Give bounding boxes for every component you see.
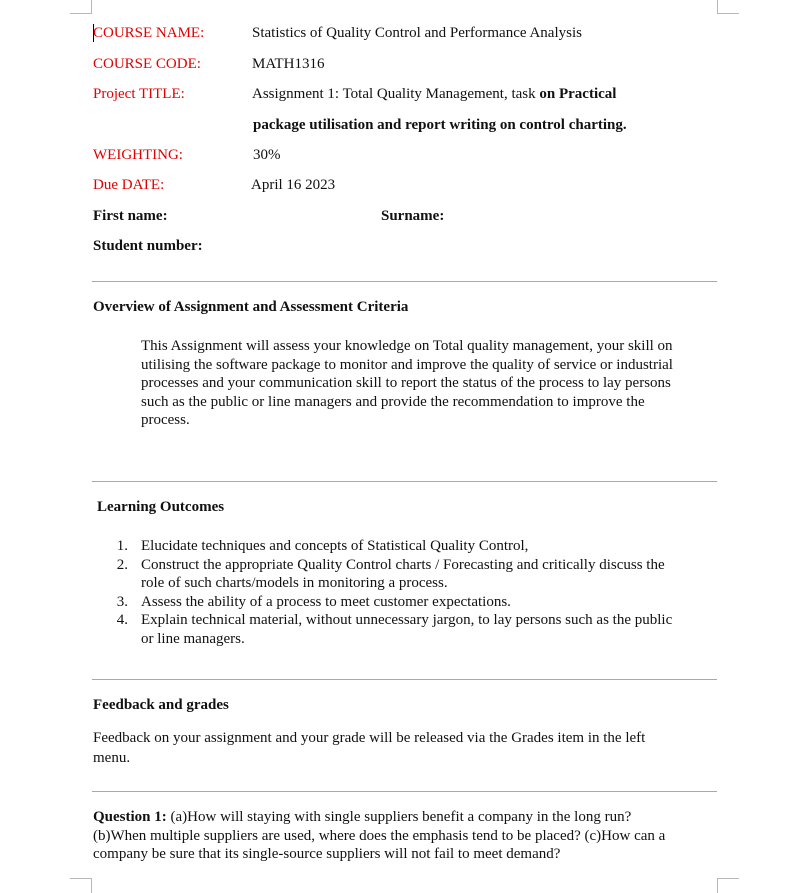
- feedback-line: menu.: [93, 750, 131, 766]
- crop-mark-top-left-v: [91, 0, 92, 14]
- course-name-value: Statistics of Quality Control and Performance Analysis: [252, 25, 582, 41]
- student-number-label: Student number:: [93, 238, 203, 254]
- divider-1: [92, 281, 717, 282]
- weighting-label: WEIGHTING:: [93, 147, 183, 163]
- divider-4: [92, 791, 717, 792]
- course-code-label: COURSE CODE:: [93, 56, 201, 72]
- project-title-prefix: Assignment 1: Total Quality Management, task: [252, 86, 540, 102]
- list-item-number: 4.: [116, 612, 128, 628]
- crop-mark-top-right-v: [717, 0, 718, 14]
- course-name-label: COURSE NAME:: [93, 25, 205, 41]
- crop-mark-top-left-h: [70, 13, 92, 14]
- project-title-line-1: [252, 86, 616, 103]
- overview-line: processes and your communication skill to report the status of the process to lay persons: [141, 375, 671, 391]
- list-item: [108, 611, 672, 648]
- list-item-line: or line managers.: [141, 630, 245, 647]
- divider-3: [92, 679, 717, 680]
- list-item-line: Assess the ability of a process to meet customer expectations.: [141, 593, 511, 610]
- question-1: [93, 808, 665, 864]
- list-item: [108, 556, 672, 593]
- course-code-value: MATH1316: [252, 56, 325, 72]
- weighting-value: 30%: [253, 147, 281, 163]
- overview-line: process.: [141, 412, 190, 428]
- list-item: [108, 593, 672, 612]
- due-date-value: April 16 2023: [251, 177, 336, 193]
- feedback-heading: Feedback and grades: [93, 697, 229, 713]
- feedback-line: Feedback on your assignment and your grade will be released via the Grades item in the left: [93, 730, 646, 746]
- list-item-number: 1.: [116, 538, 128, 554]
- feedback-paragraph: [93, 728, 645, 768]
- list-item-line: Elucidate techniques and concepts of Statistical Quality Control,: [141, 538, 529, 554]
- overview-line: This Assignment will assess your knowledge on Total quality management, your skill on: [141, 338, 673, 354]
- project-title-label: Project TITLE:: [93, 86, 185, 102]
- question-1-line: company be sure that its single-source suppliers will not fail to meet demand?: [93, 846, 561, 862]
- question-1-line: [93, 808, 665, 827]
- list-item-line: role of such charts/models in monitoring a process.: [141, 575, 448, 591]
- question-1-text: (a)How will staying with single suppliers benefit a company in the long run?: [166, 809, 632, 825]
- crop-mark-bottom-left-h: [70, 878, 92, 879]
- learning-outcomes-list: [108, 537, 672, 648]
- due-date-label: Due DATE:: [93, 177, 165, 193]
- list-item: [108, 537, 672, 556]
- project-title-bold-1: on Practical: [539, 86, 617, 102]
- divider-2: [92, 481, 717, 482]
- question-1-label: Question 1:: [93, 809, 167, 825]
- overview-paragraph: [141, 337, 673, 430]
- overview-heading: Overview of Assignment and Assessment Criteria: [93, 299, 409, 315]
- list-item-number: 2.: [116, 556, 128, 573]
- first-name-label: First name:: [93, 208, 168, 224]
- project-title-line-2: package utilisation and report writing on control charting.: [253, 117, 627, 133]
- overview-line: utilising the software package to monitor and improve the quality of service or industrial: [141, 356, 673, 373]
- crop-mark-top-right-h: [717, 13, 739, 14]
- overview-line: such as the public or line managers and provide the recommendation to improve the: [141, 393, 645, 410]
- list-item-number: 3.: [116, 593, 128, 610]
- surname-label: Surname:: [381, 208, 445, 224]
- list-item-line: Explain technical material, without unnecessary jargon, to lay persons such as the public: [141, 612, 673, 628]
- learning-outcomes-heading: Learning Outcomes: [97, 499, 225, 515]
- list-item-line: Construct the appropriate Quality Control charts / Forecasting and critically discuss the: [141, 556, 665, 573]
- crop-mark-bottom-left-v: [91, 878, 92, 893]
- crop-mark-bottom-right-h: [717, 878, 739, 879]
- question-1-line: (b)When multiple suppliers are used, where does the emphasis tend to be placed? (c)How can a: [93, 827, 666, 844]
- crop-mark-bottom-right-v: [717, 878, 718, 893]
